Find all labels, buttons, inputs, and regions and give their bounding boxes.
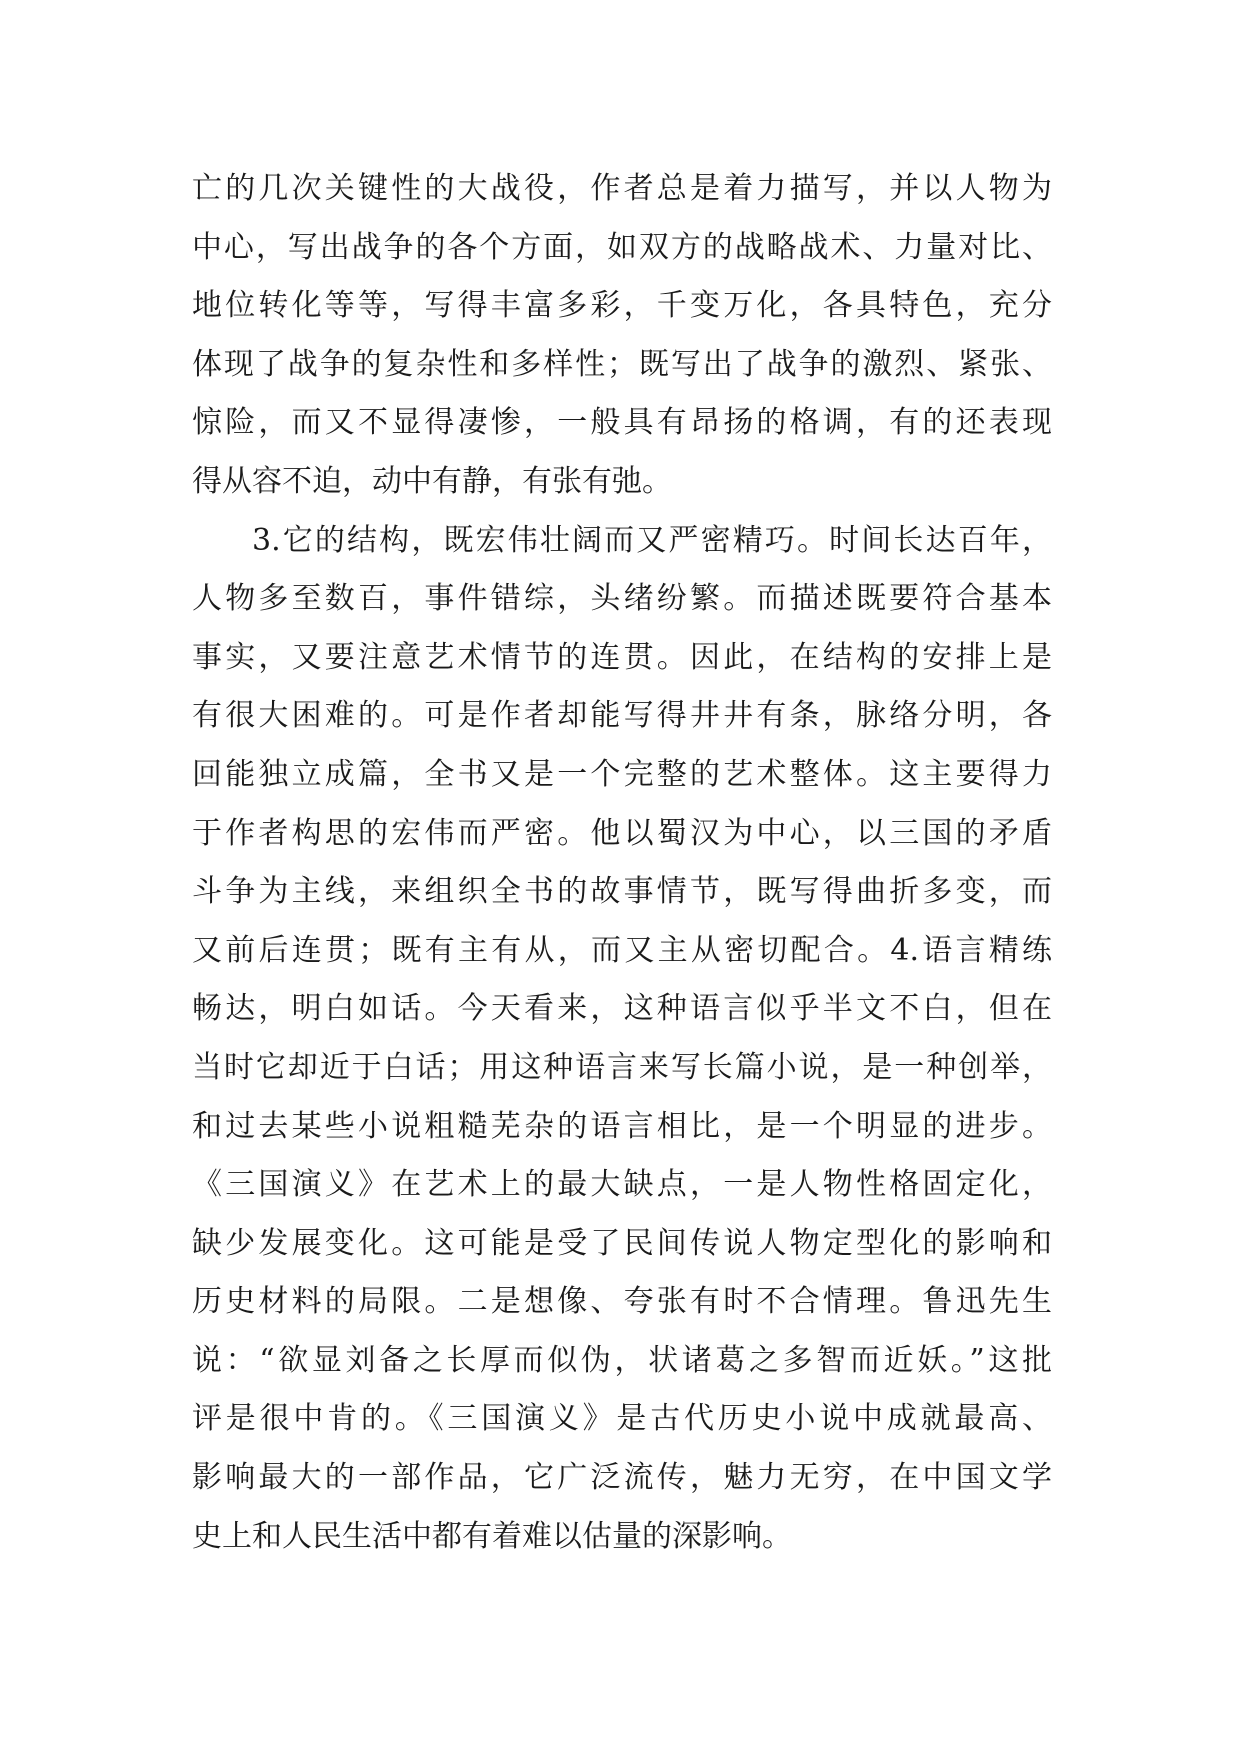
- text-line: 人物多至数百，事件错综，头绪纷繁。而描述既要符合基本: [192, 581, 1052, 617]
- text-line: 历史材料的局限。二是想像、夸张有时不合情理。鲁迅先生: [192, 1284, 1052, 1320]
- text-line: 3.它的结构，既宏伟壮阔而又严密精巧。时间长达百年，: [252, 522, 1052, 558]
- text-line: 地位转化等等，写得丰富多彩，千变万化，各具特色，充分: [192, 288, 1052, 324]
- text-line: 和过去某些小说粗糙芜杂的语言相比，是一个明显的进步。: [192, 1108, 1052, 1144]
- text-line: 《三国演义》在艺术上的最大缺点，一是人物性格固定化，: [192, 1167, 1052, 1203]
- text-line: 于作者构思的宏伟而严密。他以蜀汉为中心，以三国的矛盾: [192, 815, 1052, 851]
- text-line: 惊险，而又不显得凄惨，一般具有昂扬的格调，有的还表现: [192, 405, 1052, 441]
- text-line: 评是很中肯的。《三国演义》是古代历史小说中成就最高、: [192, 1401, 1052, 1437]
- text-line: 斗争为主线，来组织全书的故事情节，既写得曲折多变，而: [192, 874, 1052, 910]
- text-line: 畅达，明白如话。今天看来，这种语言似乎半文不白，但在: [192, 991, 1052, 1027]
- text-line: 缺少发展变化。这可能是受了民间传说人物定型化的影响和: [192, 1225, 1052, 1261]
- text-line: 说：“欲显刘备之长厚而似伪，状诸葛之多智而近妖。”这批: [192, 1342, 1052, 1378]
- text-line: 中心，写出战争的各个方面，如双方的战略战术、力量对比、: [192, 229, 1052, 265]
- text-line: 事实，又要注意艺术情节的连贯。因此，在结构的安排上是: [192, 639, 1052, 675]
- text-line: 体现了战争的复杂性和多样性；既写出了战争的激烈、紧张、: [192, 346, 1052, 382]
- text-line: 得从容不迫，动中有静，有张有弛。: [192, 463, 672, 499]
- text-line: 又前后连贯；既有主有从，而又主从密切配合。4.语言精练: [192, 932, 1052, 968]
- text-line: 亡的几次关键性的大战役，作者总是着力描写，并以人物为: [192, 171, 1052, 206]
- text-line: 影响最大的一部作品，它广泛流传，魅力无穷，在中国文学: [192, 1460, 1052, 1496]
- text-line: 回能独立成篇，全书又是一个完整的艺术整体。这主要得力: [192, 756, 1052, 792]
- body-text: [192, 160, 1052, 1566]
- text-line: 有很大困难的。可是作者却能写得井井有条，脉络分明，各: [192, 698, 1052, 734]
- text-line: 史上和人民生活中都有着难以估量的深影响。: [192, 1518, 792, 1554]
- text-line: 当时它却近于白话；用这种语言来写长篇小说，是一种创举，: [192, 1049, 1052, 1085]
